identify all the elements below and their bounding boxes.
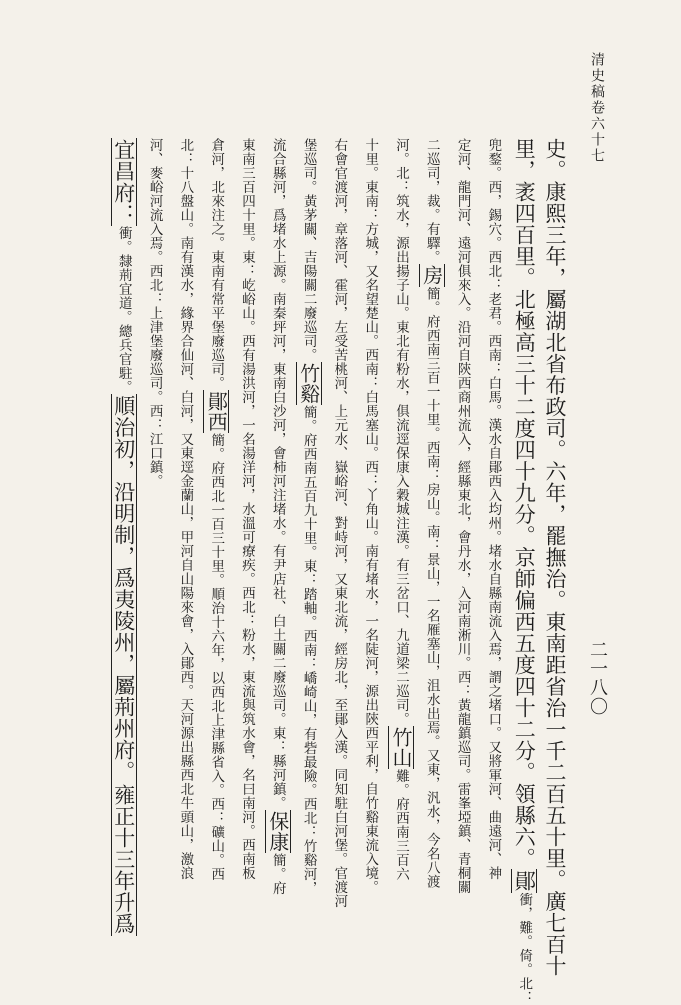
text-column	[386, 138, 416, 938]
text-column	[324, 138, 354, 938]
text-segment: 流合縣河，爲堵水上源。南秦坪河，東南白沙河，會柿河注堵水。有尹店社、白土關二廢巡司。東：縣河鎮。	[269, 138, 286, 810]
text-column	[232, 138, 262, 938]
text-column	[109, 138, 139, 938]
text-column	[294, 138, 324, 938]
text-column	[170, 138, 200, 938]
boxed-text: 雍正十三年升爲	[111, 784, 136, 935]
text-column	[509, 138, 539, 1005]
county-name: 竹谿	[296, 363, 321, 404]
running-header: 清史稿卷六十七	[589, 52, 605, 164]
text-segment: 河。北：筑水，源出揚子山。東北有粉水，俱流逕保康入穀城注漢。有三岔口、九道梁二巡司。	[393, 138, 409, 726]
boxed-text: 宜昌府：	[111, 139, 136, 225]
text-segment: 簡。府西南五百九十里。東：踏軸。西南：嶠崎山，有砦最險。西北：竹谿河，	[300, 405, 317, 895]
annotation-text: 隸荊宜道。總兵官駐。	[115, 254, 132, 394]
text-segment: 右會官渡河，章落河、霍河，左受苦桃河、上元水、嶽峪河、對峙河，又東北流，經房北，至鄖入漢。同知駐白河堡。官渡河	[331, 138, 348, 908]
text-column	[448, 138, 478, 938]
text-column	[540, 138, 570, 977]
annotation-text: 衝。	[115, 226, 132, 254]
text-segment: 二巡司，裁。有驛。	[423, 138, 440, 264]
boxed-text: 順治初，沿明制，爲夷陵州，屬荊州府。	[111, 395, 136, 782]
text-column	[417, 138, 447, 938]
text-segment: 兜鍪。西，錫穴。西北：老君。西南：白馬。漢水自鄖西入均州。堵水自縣南流入焉，謂之堵口。又將軍河、曲遠河、神	[485, 138, 502, 880]
text-segment: 北：十八盤山。南有漢水，緣界合仙河、白河，又東逕金蘭山，甲河自山陽來會，入鄖西。天河源出縣西北牛頭山，激浪	[177, 138, 194, 880]
page-number: 二一八〇	[587, 640, 608, 716]
text-segment: 簡。府	[269, 853, 286, 895]
annotation-text: 衝，難。倚。北：	[516, 892, 533, 1005]
text-segment: 簡。府西南三百一十里。西南：房山。南：景山，一名雁塞山，沮水出焉。又東，汎水，今名八渡	[423, 286, 440, 889]
county-name: 竹山	[389, 727, 413, 768]
text-segment: 堡巡司。黃茅關、吉陽關二廢巡司。	[300, 138, 317, 362]
text-column	[263, 138, 293, 938]
text-column	[201, 138, 231, 938]
county-name: 保康	[265, 811, 290, 852]
text-column	[478, 138, 508, 938]
text-segment: 里，袤四百里。北極高三十二度四十九分。京師偏西五度四十二分。領縣六。	[512, 138, 537, 869]
text-segment: 定河、龍門河、遠河俱來入。沿河自陝西商州流入，經縣東北，會丹水，入河南淅川。西：黃龍鎮巡司。雷峯埡鎮、青桐關	[454, 138, 471, 894]
boxed-text: 鄖	[512, 870, 537, 892]
text-column	[140, 138, 170, 938]
text-segment: 簡。府西北一百三十里。順治十六年，以西北上津縣省入。西：礦山。西	[208, 433, 225, 881]
text-segment: 康熙三年，屬湖北省布政司。六年，罷撫治。東南距省治一千二百五十里。廣七百十	[543, 181, 567, 977]
text-segment: 倉河，北來注之。東南有常平堡廢巡司。	[208, 138, 225, 390]
text-segment: 史。	[543, 138, 567, 181]
text-segment: 難。府西南三百六	[393, 769, 409, 881]
county-name: 鄖西	[204, 391, 229, 432]
county-name: 房	[419, 265, 444, 286]
text-segment: 河、麥峪河流入焉。西北：上津堡廢巡司。西：江口鎮。	[146, 138, 163, 488]
text-segment: 十里。東南：方城，又名望楚山。西南：白馬塞山。西：丫角山。南有堵水，一名陡河，源出陝西平利，自竹谿東流入境。	[362, 138, 379, 894]
text-column	[355, 138, 385, 938]
text-segment: 東南三百四十里。東：屹峪山。西有湯洪河，一名湯洋河，水溫可療疾。西北：粉水，東流與筑水會，名曰南河。西南板	[239, 138, 255, 880]
